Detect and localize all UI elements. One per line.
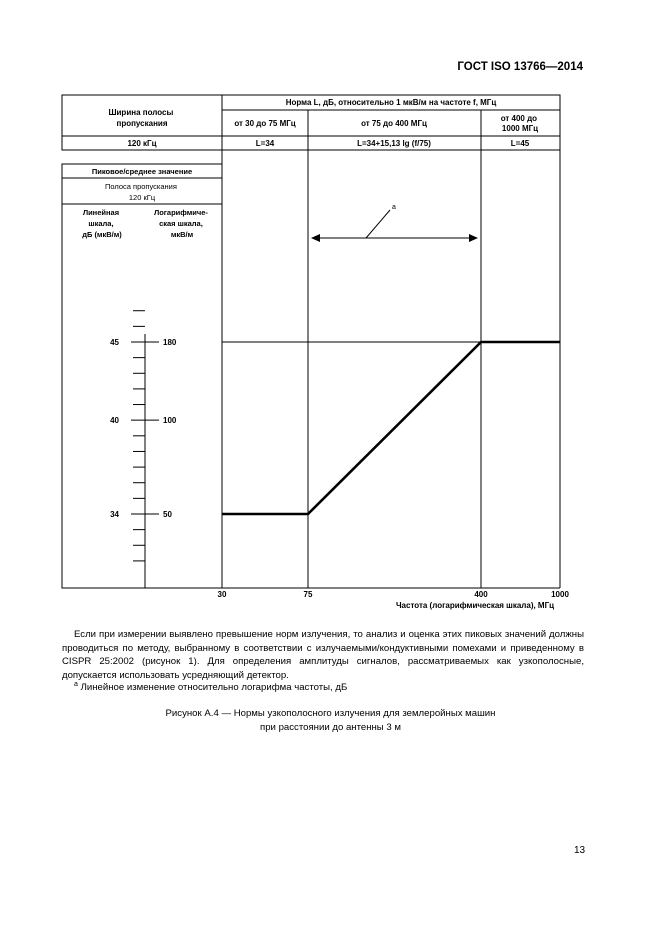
bandwidth-header-line: пропускания bbox=[116, 119, 168, 128]
log-scale-label bbox=[154, 208, 210, 239]
x-axis-label: Частота (логарифмическая шкала), МГц bbox=[395, 601, 555, 610]
x-tick-labels bbox=[218, 590, 570, 599]
range-col-3 bbox=[501, 114, 540, 133]
plot-frame bbox=[222, 150, 560, 588]
formula-1: L=34 bbox=[255, 139, 275, 148]
linear-scale-value: 40 bbox=[110, 416, 119, 426]
formula-2: L=34+15,13 lg (f/75) bbox=[357, 139, 431, 148]
linear-scale-label-line: шкала, bbox=[88, 219, 114, 228]
arrow-left-head bbox=[311, 234, 320, 242]
x-tick-label: 30 bbox=[217, 590, 227, 599]
x-tick-label: 400 bbox=[474, 590, 488, 599]
scale-labels bbox=[110, 338, 177, 519]
linear-scale-label-line: дБ (мкВ/м) bbox=[82, 230, 122, 239]
range-col-2: от 75 до 400 МГц bbox=[361, 119, 427, 128]
figure-caption-line1: Рисунок А.4 — Нормы узкополосного излучения для землеройных машин bbox=[165, 708, 496, 719]
emission-limit-line bbox=[222, 342, 560, 514]
bandwidth-header bbox=[108, 108, 175, 128]
log-scale-label-line: ская шкала, bbox=[159, 219, 203, 228]
log-scale-label-line: Логарифмиче- bbox=[153, 208, 208, 217]
scale-panel-bandwidth bbox=[105, 182, 179, 202]
log-scale-value: 50 bbox=[163, 510, 172, 519]
page-number: 13 bbox=[574, 845, 586, 856]
scale-panel-title: Пиковое/среднее значение bbox=[91, 167, 193, 176]
x-tick-label: 1000 bbox=[551, 590, 569, 599]
scale-panel-bandwidth-line: Полоса пропускания bbox=[104, 182, 177, 191]
body-paragraph: Если при измерении выявлено превышение норм излучения, то анализ и оценка этих пиковых значений должны проводиться по методу, выбранному в соответствии с излучаемыми/кондуктивными помехами и приведенному в CISPR 25:2002 (рисунок 1). Для определения амплитуды сигналов, рассматриваемых как узкополосные, допускается использовать усредняющий детектор. bbox=[62, 629, 584, 681]
range-col-3-line: от 400 до bbox=[500, 114, 538, 123]
footnote-text: Линейное изменение относительно логарифма частоты, дБ bbox=[80, 682, 348, 694]
range-col-3-line: 1000 МГц bbox=[501, 124, 539, 133]
scale-panel-bandwidth-line: 120 кГц bbox=[128, 193, 156, 202]
linear-scale-label bbox=[82, 208, 122, 239]
arrow-right-head bbox=[469, 234, 478, 242]
log-scale-value: 100 bbox=[163, 416, 177, 426]
footnote bbox=[74, 681, 347, 693]
figure-caption-line2: при расстоянии до антенны 3 м bbox=[260, 722, 401, 733]
linear-scale-value: 45 bbox=[110, 338, 119, 347]
slope-annotation bbox=[311, 204, 478, 242]
bandwidth-value: 120 кГц bbox=[127, 139, 157, 148]
norm-header: Норма L, дБ, относительно 1 мкВ/м на частоте f, МГц bbox=[285, 98, 497, 107]
footnote-mark: a bbox=[74, 681, 78, 688]
linear-scale-label-line: Линейная bbox=[82, 208, 120, 217]
formula-3: L=45 bbox=[510, 139, 530, 148]
linear-scale-value: 34 bbox=[110, 510, 119, 519]
log-scale-value: 180 bbox=[163, 338, 177, 347]
range-col-1: от 30 до 75 МГц bbox=[234, 119, 296, 128]
document-header: ГОСТ ISO 13766—2014 bbox=[457, 61, 583, 73]
bandwidth-header-line: Ширина полосы bbox=[108, 108, 174, 117]
annotation-mark: a bbox=[392, 204, 396, 211]
x-tick-label: 75 bbox=[303, 590, 313, 599]
log-scale-label-line: мкВ/м bbox=[170, 230, 194, 239]
